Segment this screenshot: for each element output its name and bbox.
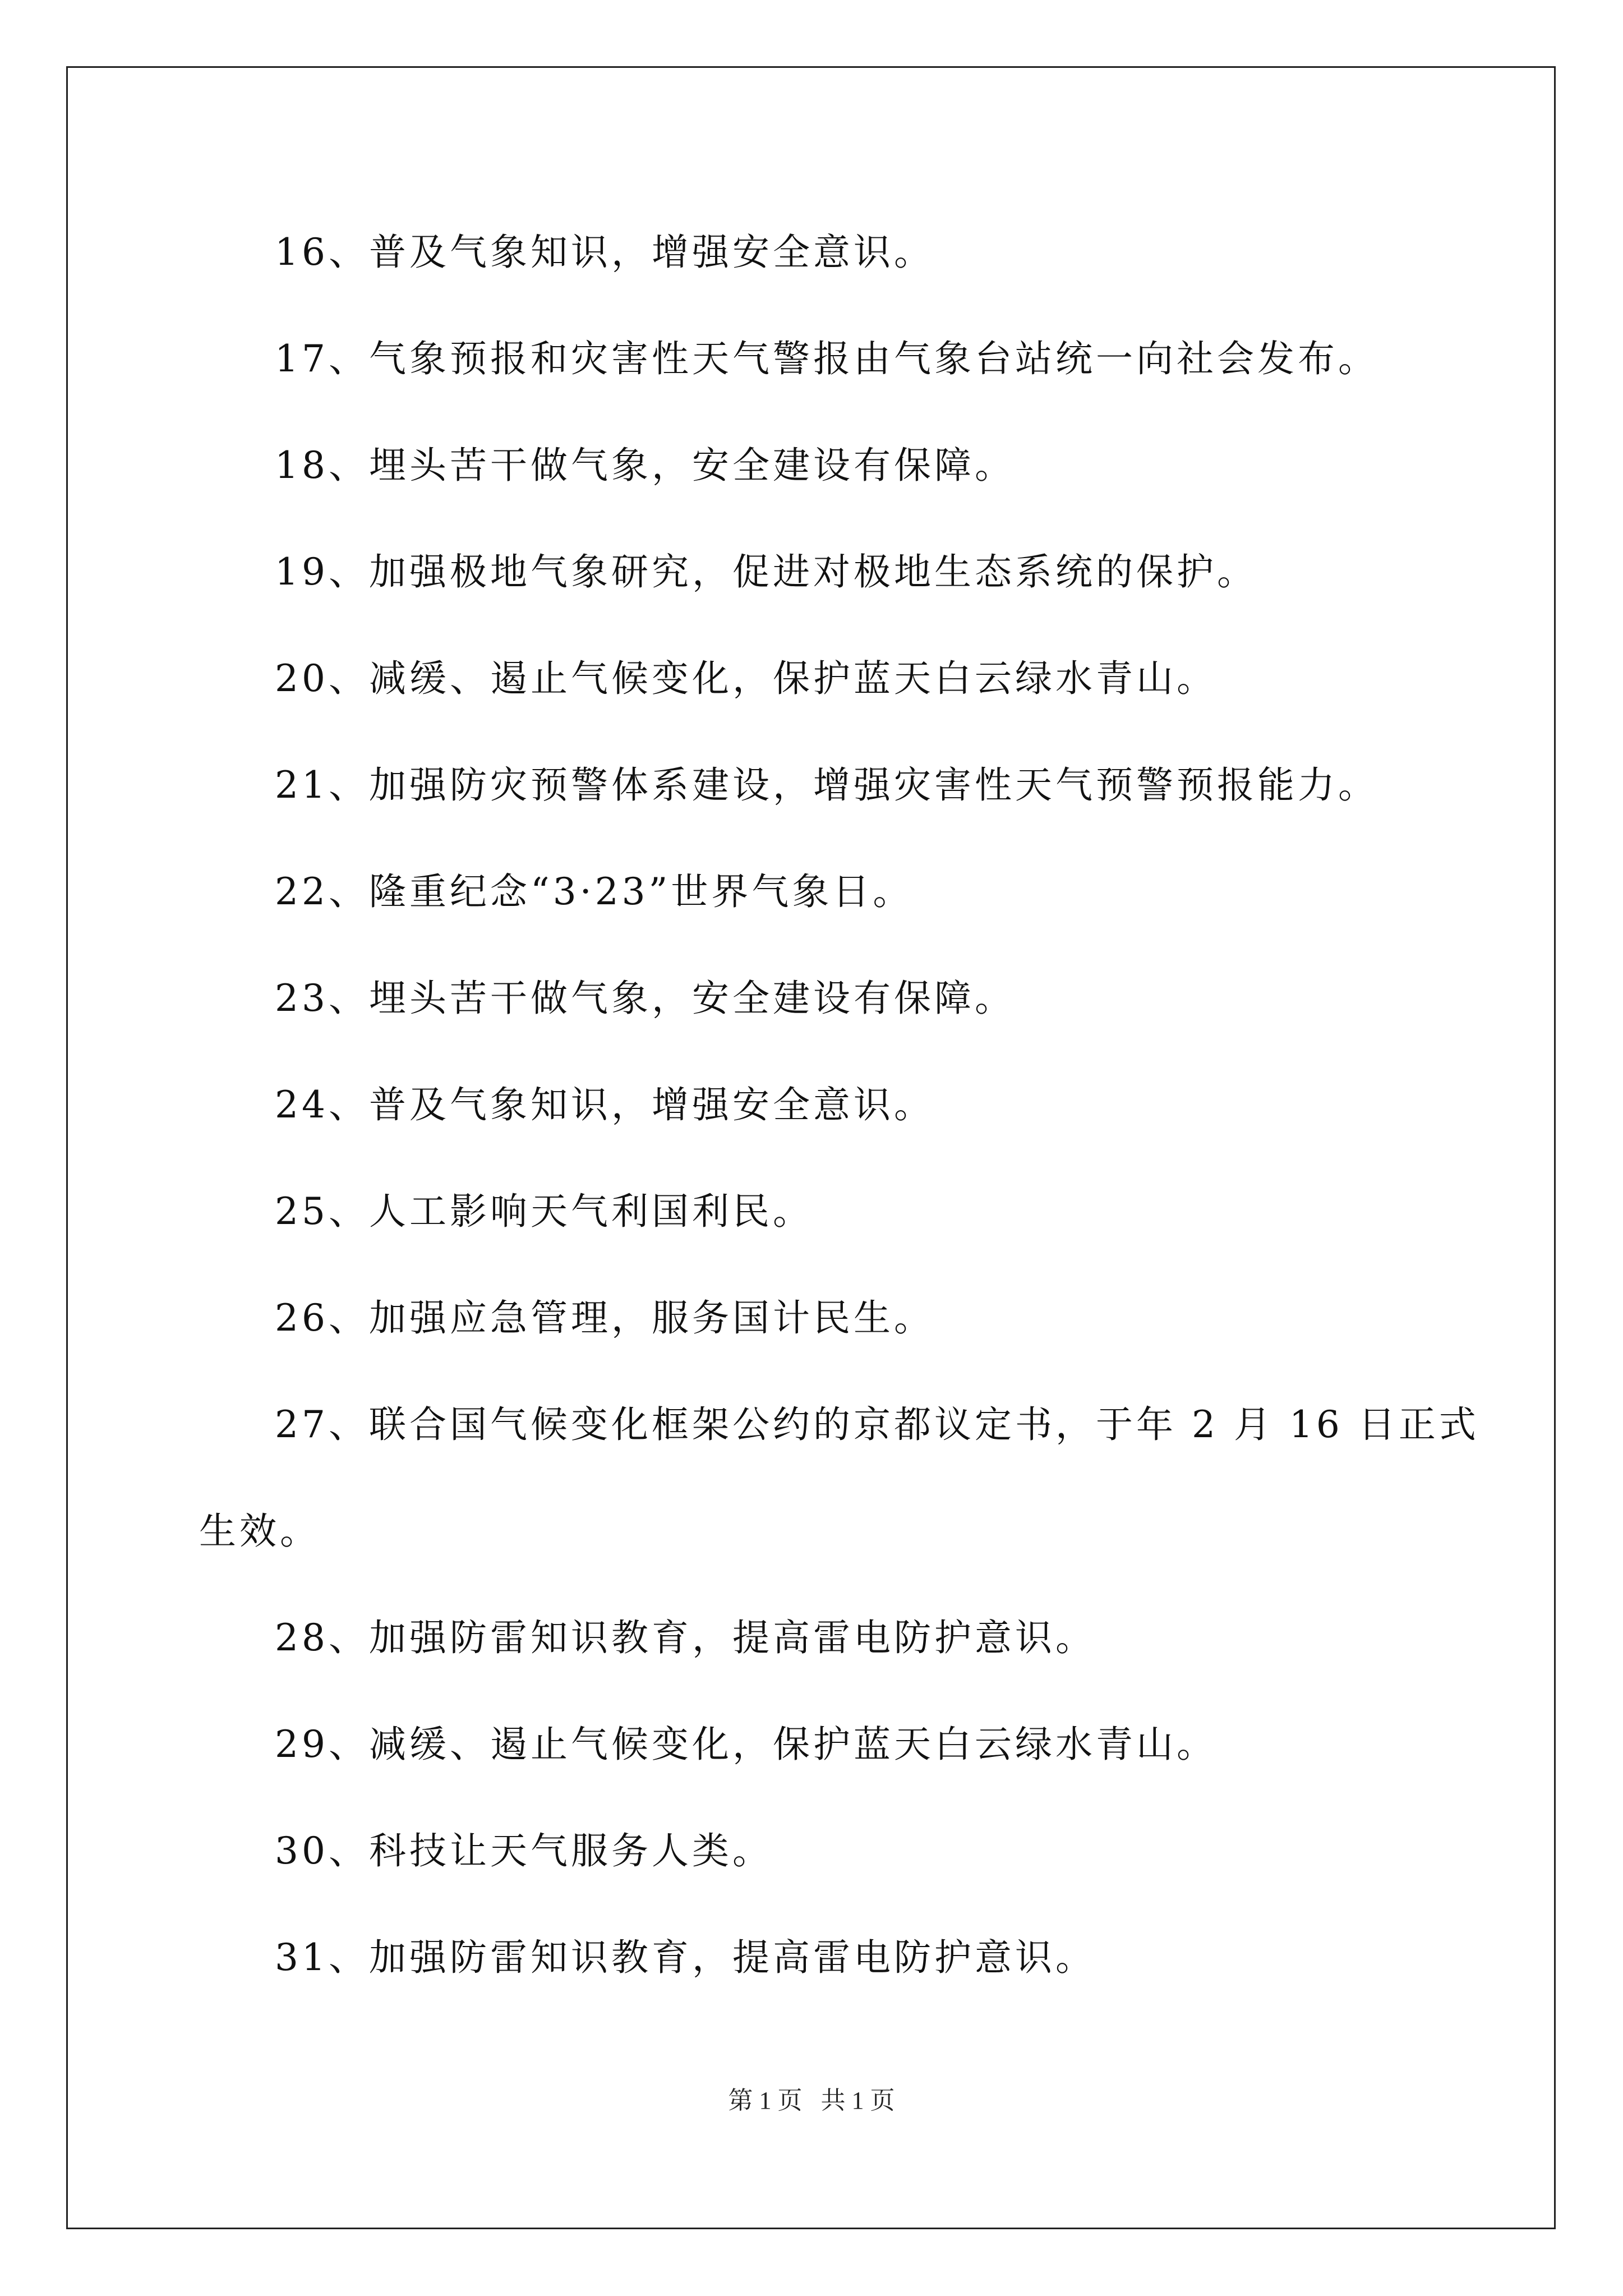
list-item-24: 24、普及气象知识，增强安全意识。 [275,1083,934,1126]
list-item-30: 30、科技让天气服务人类。 [275,1829,773,1872]
list-item-19: 19、加强极地气象研究，促进对极地生态系统的保护。 [275,550,1257,593]
list-item-22: 22、隆重纪念“3·23”世界气象日。 [275,870,914,913]
list-item-18: 18、埋头苦干做气象，安全建设有保障。 [275,444,1015,487]
list-item-23: 23、埋头苦干做气象，安全建设有保障。 [275,977,1015,1020]
list-item-27: 27、联合国气候变化框架公约的京都议定书，于年 2 月 16 日正式 [275,1403,1479,1446]
list-item-29: 29、减缓、遏止气候变化，保护蓝天白云绿水青山。 [275,1723,1217,1766]
page-border [66,66,1556,2229]
page-footer: 第 1 页 共 1 页 [728,2087,895,2114]
list-item-27-continuation: 生效。 [199,1510,320,1553]
list-item-26: 26、加强应急管理，服务国计民生。 [275,1296,934,1340]
list-item-16: 16、普及气象知识，增强安全意识。 [275,231,934,274]
list-item-21: 21、加强防灾预警体系建设，增强灾害性天气预警预报能力。 [275,763,1378,807]
list-item-28: 28、加强防雷知识教育，提高雷电防护意识。 [275,1616,1096,1659]
list-item-20: 20、减缓、遏止气候变化，保护蓝天白云绿水青山。 [275,657,1217,700]
list-item-31: 31、加强防雷知识教育，提高雷电防护意识。 [275,1936,1096,1979]
list-item-17: 17、气象预报和灾害性天气警报由气象台站统一向社会发布。 [275,337,1378,380]
list-item-25: 25、人工影响天气利国利民。 [275,1190,813,1233]
